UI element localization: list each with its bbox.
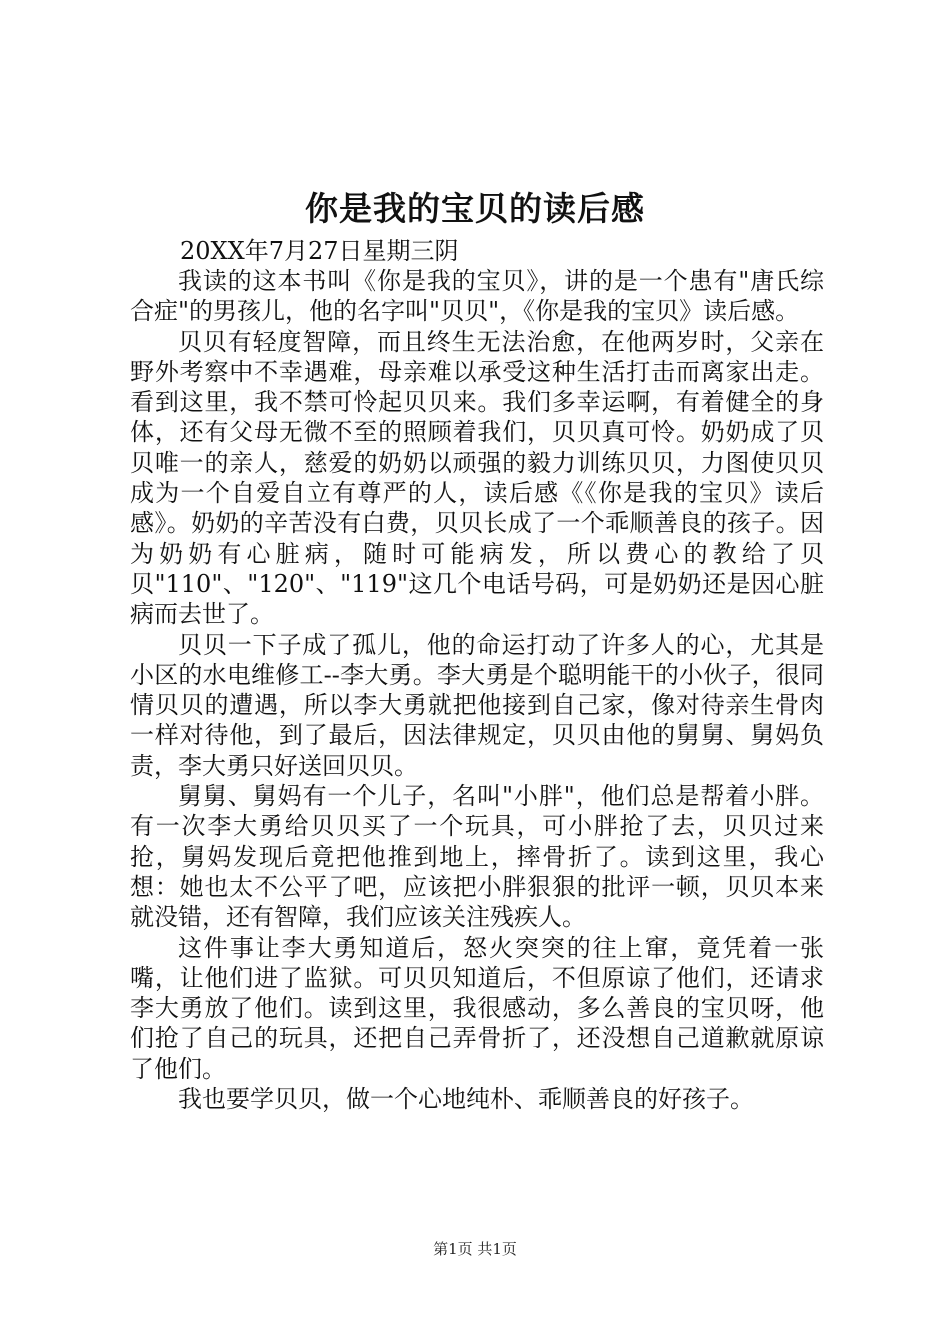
paragraph: 贝贝有轻度智障，而且终生无法治愈，在他两岁时，父亲在野外考察中不幸遇难，母亲难以承受这种生活打击而离家出走。看到这里，我不禁可怜起贝贝来。我们多幸运啊，有着健全的身体，还有父母无微不至的照顾着我们，贝贝真可怜。奶奶成了贝贝唯一的亲人，慈爱的奶奶以顽强的毅力训练贝贝，力图使贝贝成为一个自爱自立有尊严的人，读后感《《你是我的宝贝》读后感》。奶奶的辛苦没有白费，贝贝长成了一个乖顺善良的孩子。因为奶奶有心脏病，随时可能病发，所以费心的教给了贝贝"110"、"120"、"119"这几个电话号码，可是奶奶还是因心脏病而去世了。 [130, 327, 824, 629]
paragraph: 我也要学贝贝，做一个心地纯朴、乖顺善良的好孩子。 [178, 1085, 754, 1114]
document-title: 你是我的宝贝的读后感 [305, 189, 645, 228]
paragraph: 舅舅、舅妈有一个儿子，名叫"小胖"，他们总是帮着小胖。有一次李大勇给贝贝买了一个玩具，可小胖抢了去，贝贝过来抢，舅妈发现后竟把他推到地上，摔骨折了。读到这里，我心想：她也太不公平了吧，应该把小胖狠狠的批评一顿，贝贝本来就没错，还有智障，我们应该关注残疾人。 [130, 782, 824, 932]
paragraph: 贝贝一下子成了孤儿，他的命运打动了许多人的心，尤其是小区的水电维修工--李大勇。李大勇是个聪明能干的小伙子，很同情贝贝的遭遇，所以李大勇就把他接到自己家，像对待亲生骨肉一样对待他，到了最后，因法律规定，贝贝由他的舅舅、舅妈负责，李大勇只好送回贝贝。 [130, 630, 824, 780]
paragraph: 我读的这本书叫《你是我的宝贝》，讲的是一个患有"唐氏综合症"的男孩儿，他的名字叫"贝贝"，《你是我的宝贝》读后感。 [130, 267, 824, 326]
paragraph: 这件事让李大勇知道后，怒火突突的往上窜，竟凭着一张嘴，让他们进了监狱。可贝贝知道后，不但原谅了他们，还请求李大勇放了他们。读到这里，我很感动，多么善良的宝贝呀，他们抢了自己的玩具，还把自己弄骨折了，还没想自己道歉就原谅了他们。 [130, 933, 824, 1083]
page-footer: 第1页 共1页 [433, 1240, 517, 1258]
date-line: 20XX年7月27日星期三阴 [180, 237, 459, 265]
document-body [130, 266, 824, 1114]
